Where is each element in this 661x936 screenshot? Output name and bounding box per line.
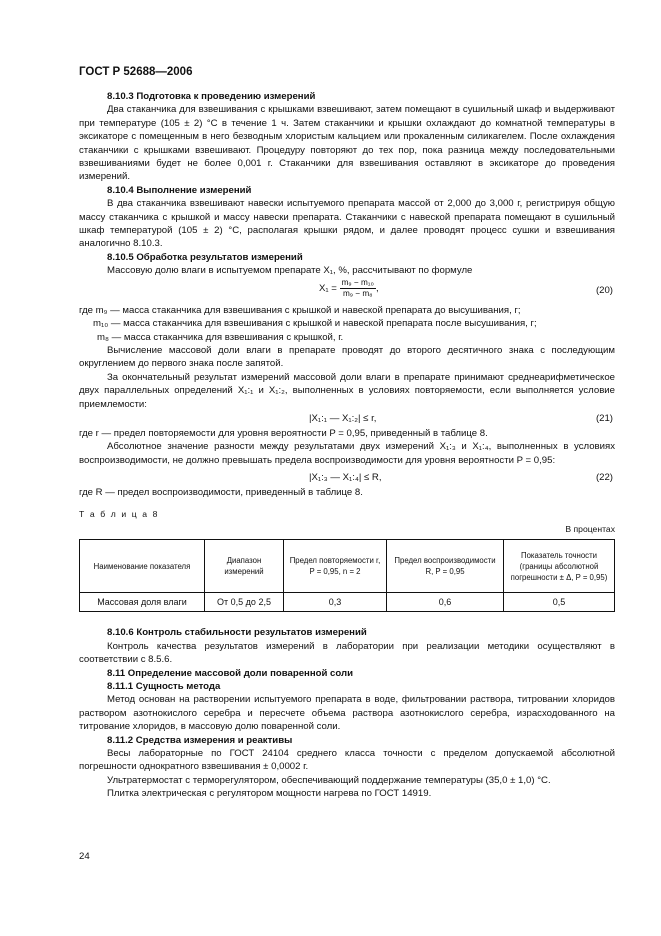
table-header-cell: Диапазон измерений [205, 540, 284, 593]
hotplate-paragraph: Плитка электрическая с регулятором мощности нагрева по ГОСТ 14919. [107, 788, 432, 800]
table-8 [79, 539, 615, 612]
rounding-paragraph: Вычисление массовой доли влаги в препарате проводят до второго десятичного знака с последующим округлением до первого знака после запятой. [79, 344, 615, 370]
table-cell: Массовая доля влаги [80, 593, 205, 612]
section-8-10-5-heading: 8.10.5 Обработка результатов измерений [107, 251, 303, 263]
table-cell: 0,5 [504, 593, 615, 612]
section-8-10-3-heading: 8.10.3 Подготовка к проведению измерений [107, 91, 316, 102]
table-cell: 0,3 [284, 593, 387, 612]
definition-m8: m₈ — масса стаканчика для взвешивания с крышкой, г. [97, 331, 344, 343]
section-8-10-3-text: Два стаканчика для взвешивания с крышками взвешивают, затем помещают в сушильный шкаф и выдерживают при температуре (105 ± 2) °С в течение 1 ч. Затем стаканчики и крышки охлаждают до комнатной температуры в эксикаторе с помещенным в него безводным хлористым кальцием или прокаленным силикагелем. После охлаждения стаканчики с крышками взвешивают. Процедуру повторяют до тех пор, пока разница между последовательными взвешиваниями будет не более 0,001 г. Стаканчики для взвешивания оставляют в эксикаторе до проведения измерений. [79, 104, 615, 183]
formula-22-expression: |X₁:₃ — X₁:₄| ≤ R, [309, 472, 382, 484]
section-8-10-6-text: Контроль качества результатов измерений в лаборатории при реализации методики осуществляют в соответствии с 8.5.6. [79, 640, 615, 666]
section-8-10-6-heading: 8.10.6 Контроль стабильности результатов измерений [107, 627, 367, 639]
formula-20-fraction [340, 278, 376, 299]
table-cell: От 0,5 до 2,5 [205, 593, 284, 612]
table-header-cell: Предел повторяемости r, P = 0,95, n = 2 [284, 540, 387, 593]
table-label: Т а б л и ц а 8 [79, 508, 159, 519]
section-8-11-1-heading: 8.11.1 Сущность метода [107, 681, 221, 692]
formula-20-denominator: m₉ − m₈ [342, 288, 373, 298]
definition-m10: m₁₀ — масса стаканчика для взвешивания с крышкой и навеской препарата после высушивания, г; [93, 318, 537, 330]
reproducibility-paragraph: Абсолютное значение разности между результатами двух измерений X₁:₃ и X₁:₄, выполненных в условиях воспроизводимости, не должно превышать предела воспроизводимости для уровня вероятности P = 0,95: [79, 441, 615, 466]
formula-20-number: (20) [595, 284, 613, 296]
table-row [80, 593, 615, 612]
table-header-cell: Наименование показателя [80, 540, 205, 593]
section-8-11-2-heading: 8.11.2 Средства измерения и реактивы [107, 734, 293, 746]
page-number: 24 [79, 851, 90, 862]
formula-20 [79, 278, 615, 304]
section-8-10-4-text: В два стаканчика взвешивают навески испытуемого препарата массой от 2,000 до 3,000 г, регистрируя общую массу стаканчика с крышкой и массу навески препарата. Стаканчики с навеской препарата помещают в сушильный шкаф температурой (105 ± 2) °С, располагая крышки рядом, и далее проводят процесс сушки и взвешивания аналогично 8.10.3. [79, 198, 615, 250]
formula-21-expression: |X₁:₁ — X₁:₂| ≤ r, [309, 412, 377, 424]
definition-m9: где m₉ — масса стаканчика для взвешивания с крышкой и навеской препарата до высушивания, г; [79, 304, 521, 316]
thermostat-paragraph: Ультратермостат с терморегулятором, обеспечивающий поддержание температуры (35,0 ± 1,0) °С. [107, 774, 551, 786]
scales-paragraph: Весы лабораторные по ГОСТ 24104 среднего класса точности с пределом допускаемой абсолютной погрешности однократного взвешивания ± 0,0002 г. [79, 748, 615, 773]
table-header-cell: Показатель точности (границы абсолютной погрешности ± Δ, P = 0,95) [504, 540, 615, 593]
table-unit: В процентах [565, 523, 615, 534]
section-8-10-4-heading: 8.10.4 Выполнение измерений [107, 184, 252, 196]
formula-21-number: (21) [595, 412, 613, 424]
repeatability-note: где r — предел повторяемости для уровня вероятности P = 0,95, приведенный в таблице 8. [79, 427, 488, 439]
table-header-cell: Предел воспроизводимости R, P = 0,95 [387, 540, 504, 593]
formula-22 [79, 470, 615, 486]
section-8-11-heading: 8.11 Определение массовой доли поваренной соли [107, 667, 354, 679]
table-header-row [80, 540, 615, 593]
formula-intro: Массовую долю влаги в испытуемом препарате X₁, %, рассчитывают по формуле [107, 265, 473, 277]
section-8-11-1-text: Метод основан на растворении испытуемого препарата в воде, фильтровании раствора, титровании хлоридов раствором азотнокислого серебра и пересчете объема раствора азотнокислого серебра, израсходованного на титрование хлоридов, в массовую долю поваренной соли. [79, 694, 615, 733]
formula-20-numerator: m₉ − m₁₀ [341, 277, 374, 287]
formula-21 [79, 411, 615, 427]
standard-header: ГОСТ Р 52688—2006 [79, 66, 193, 78]
formula-22-number: (22) [595, 472, 613, 484]
page-content [79, 90, 615, 801]
formula-20-lhs: X₁ = [319, 282, 337, 294]
reproducibility-note: где R — предел воспроизводимости, приведенный в таблице 8. [79, 487, 363, 499]
formula-20-definitions [79, 304, 615, 344]
table-cell: 0,6 [387, 593, 504, 612]
final-result-paragraph: За окончательный результат измерений массовой доли влаги в препарате принимают среднеарифметическое двух параллельных определений X₁:₁ и X₁:₂, выполненных в условиях повторяемости, если выполняется условие приемлемости: [79, 371, 615, 410]
formula-20-tail: , [375, 282, 379, 294]
